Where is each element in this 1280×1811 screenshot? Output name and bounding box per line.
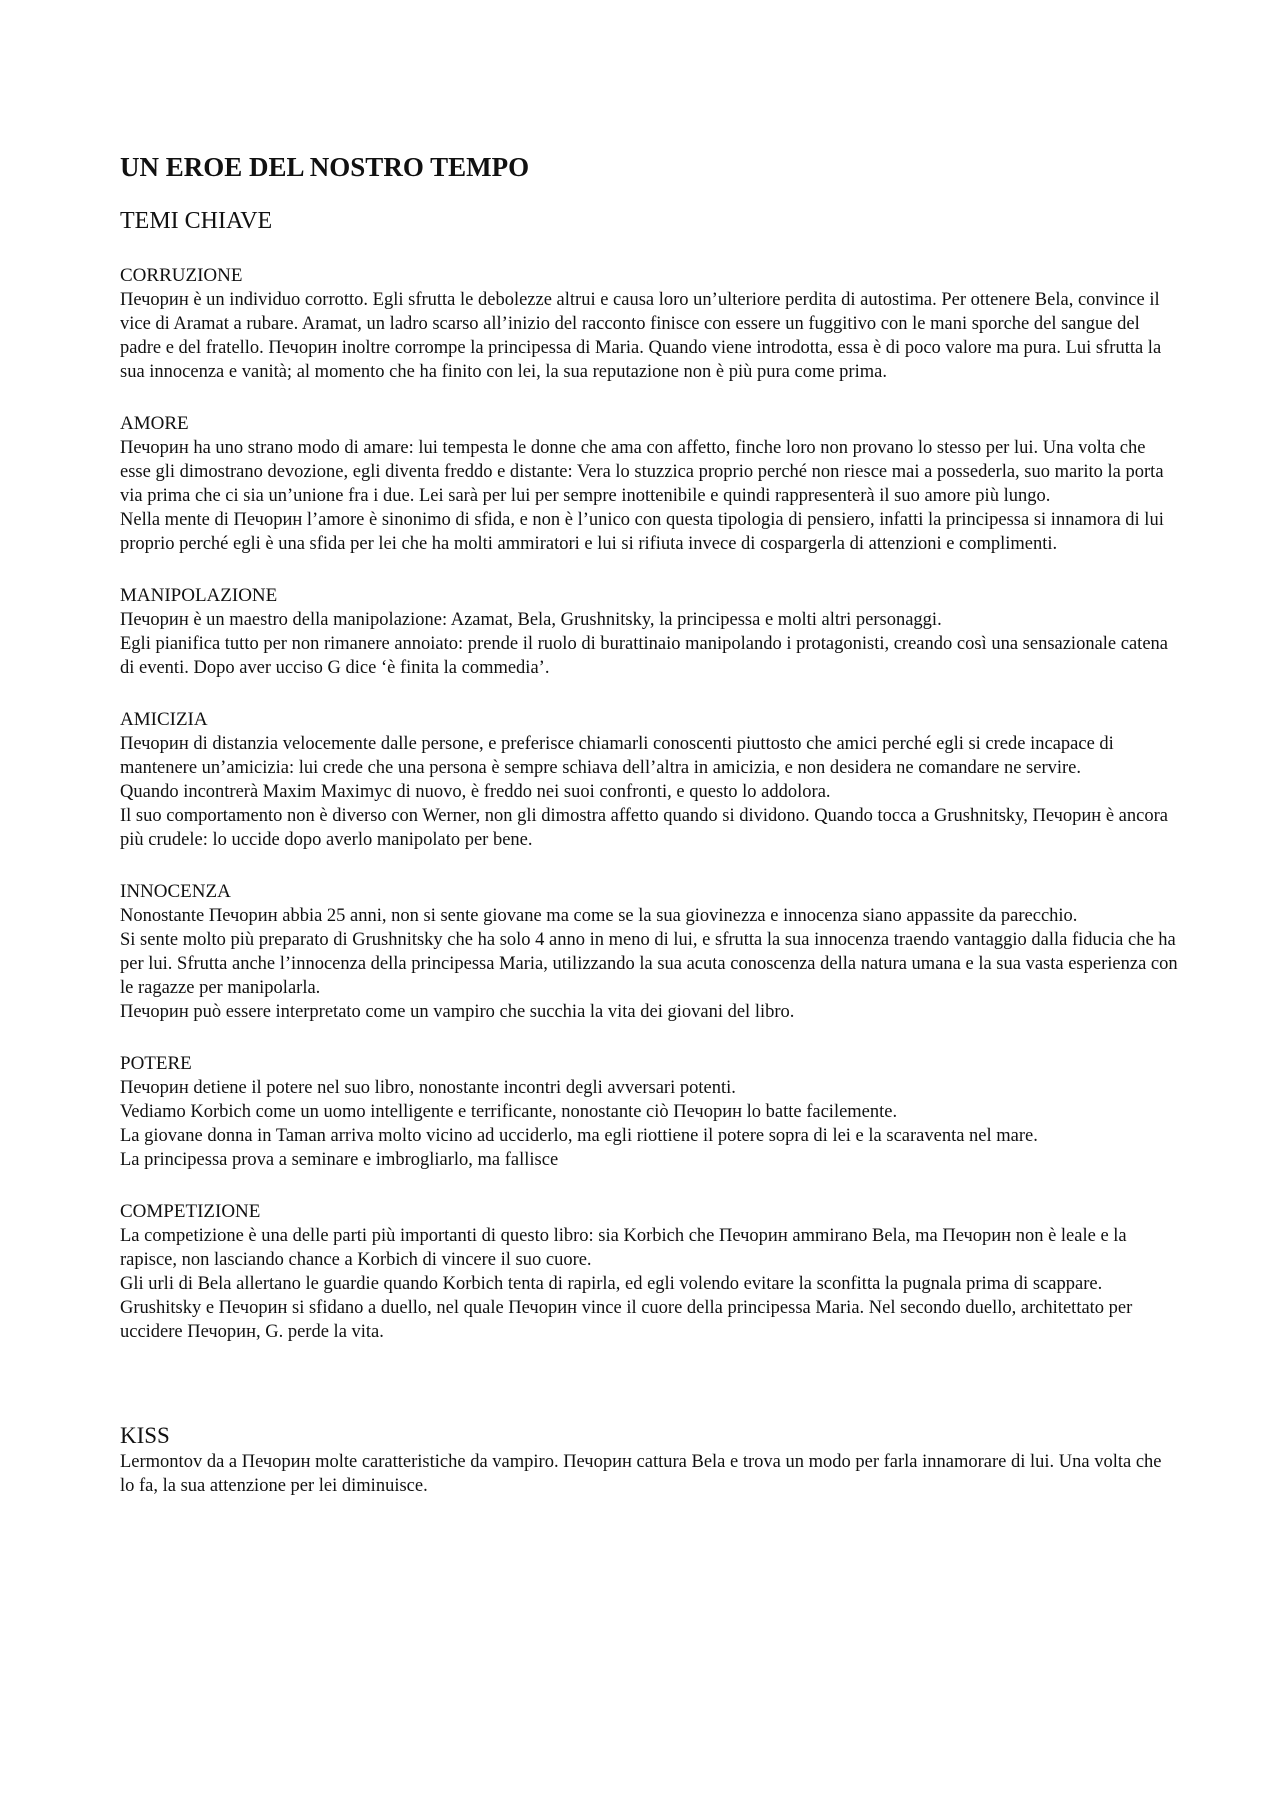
section-heading: COMPETIZIONE [120, 1201, 261, 1222]
document-title: UN EROE DEL NOSTRO TEMPO [120, 152, 530, 182]
section-body-kiss [120, 1450, 1180, 1498]
section-heading: INNOCENZA [120, 881, 231, 902]
section-potere [120, 1052, 1180, 1172]
document-page [120, 150, 1180, 1498]
section-manipolazione [120, 584, 1180, 680]
section-heading: CORRUZIONE [120, 265, 243, 286]
paragraph: Si sente molto più preparato di Grushnitsky che ha solo 4 anno in meno di lui, e sfrutta la sua innocenza traendo vantaggio dalla fiducia che ha per lui. Sfrutta anche l’innocenza della principessa Maria, utilizzando la sua acuta conoscenza della natura umana e la sua vasta esperienza con le ragazze per manipolarla. [120, 930, 1178, 998]
paragraph: La giovane donna in Taman arriva molto vicino ad ucciderlo, ma egli riottiene il potere sopra di lei e la scaraventa nel mare. [120, 1126, 1038, 1146]
section-body [120, 904, 1180, 1024]
section-body [120, 1224, 1180, 1344]
section-kiss [120, 1422, 1180, 1498]
paragraph: Quando incontrerà Maxim Maximyc di nuovo, è freddo nei suoi confronti, e questo lo addolora. [120, 782, 831, 802]
section-corruzione [120, 264, 1180, 384]
section-innocenza [120, 880, 1180, 1024]
sections-container [120, 264, 1180, 1344]
paragraph: Печорин può essere interpretato come un vampiro che succhia la vita dei giovani del libro. [120, 1002, 795, 1022]
section-competizione [120, 1200, 1180, 1344]
paragraph: Печорин ha uno strano modo di amare: lui tempesta le donne che ama con affetto, finche loro non provano lo stesso per lui. Una volta che esse gli dimostrano devozione, egli diventa freddo e distante: Vera lo stuzzica proprio perché non riesce mai a possederla, suo marito la porta via prima che ci sia un’unione fra i due. Lei sarà per lui per sempre inottenibile e quindi rappresenterà il suo amore più lungo. [120, 438, 1164, 506]
section-heading: POTERE [120, 1053, 192, 1074]
section-body [120, 436, 1180, 556]
paragraph: Vediamo Korbich come un uomo intelligente e terrificante, nonostante ciò Печорин lo batte facilemente. [120, 1102, 898, 1122]
section-heading: AMORE [120, 413, 189, 434]
paragraph: La principessa prova a seminare e imbrogliarlo, ma fallisce [120, 1150, 559, 1170]
section-body [120, 288, 1180, 384]
paragraph: Egli pianifica tutto per non rimanere annoiato: prende il ruolo di burattinaio manipolando i protagonisti, creando così una sensazionale catena di eventi. Dopo aver ucciso G dice ‘è finita la commedia’. [120, 634, 1168, 678]
section-body [120, 732, 1180, 852]
section-amicizia [120, 708, 1180, 852]
section-heading: AMICIZIA [120, 709, 208, 730]
paragraph: Печорин è un maestro della manipolazione: Azamat, Bela, Grushnitsky, la principessa e molti altri personaggi. [120, 610, 942, 630]
section-body [120, 1076, 1180, 1172]
paragraph: Nonostante Печорин abbia 25 anni, non si sente giovane ma come se la sua giovinezza e innocenza siano appassite da parecchio. [120, 906, 1078, 926]
paragraph: Lermontov da a Печорин molte caratteristiche da vampiro. Печорин cattura Bela e trova un modo per farla innamorare di lui. Una volta che lo fa, la sua attenzione per lei diminuisce. [120, 1452, 1162, 1496]
paragraph: Nella mente di Печорин l’amore è sinonimo di sfida, e non è l’unico con questa tipologia di pensiero, infatti la principessa si innamora di lui proprio perché egli è una sfida per lei che ha molti ammiratori e lui si rifiuta invece di cospargerla di attenzioni e complimenti. [120, 510, 1164, 554]
section-amore [120, 412, 1180, 556]
paragraph: Печорин di distanzia velocemente dalle persone, e preferisce chiamarli conoscenti piuttosto che amici perché egli si crede incapace di mantenere un’amicizia: lui crede che una persona è sempre schiava dell’altra in amicizia, e non desidera ne comandare ne servire. [120, 734, 1114, 778]
paragraph: Печорин è un individuo corrotto. Egli sfrutta le debolezze altrui e causa loro un’ulteriore perdita di autostima. Per ottenere Bela, convince il vice di Aramat a rubare. Aramat, un ladro scarso all’inizio del racconto finisce con essere un fuggitivo con le mani sporche del sangue del padre e del fratello. Печорин inoltre corrompe la principessa di Maria. Quando viene introdotta, essa è di poco valore ma pura. Lui sfrutta la sua innocenza e vanità; al momento che ha finito con lei, la sua reputazione non è più pura come prima. [120, 290, 1162, 382]
section-heading: MANIPOLAZIONE [120, 585, 278, 606]
paragraph: Grushitsky e Печорин si sfidano a duello, nel quale Печорин vince il cuore della principessa Maria. Nel secondo duello, architettato per uccidere Печорин, G. perde la vita. [120, 1298, 1133, 1342]
paragraph: Il suo comportamento non è diverso con Werner, non gli dimostra affetto quando si dividono. Quando tocca a Grushnitsky, Печорин è ancora più crudele: lo uccide dopo averlo manipolato per bene. [120, 806, 1168, 850]
section-heading-kiss: KISS [120, 1423, 170, 1448]
paragraph: Gli urli di Bela allertano le guardie quando Korbich tenta di rapirla, ed egli volendo evitare la sconfitta la pugnala prima di scappare. [120, 1274, 1103, 1294]
paragraph: La competizione è una delle parti più importanti di questo libro: sia Korbich che Печорин ammirano Bela, ma Печорин non è leale e la rapisce, non lasciando chance a Korbich di vincere il suo cuore. [120, 1226, 1127, 1270]
paragraph: Печорин detiene il potere nel suo libro, nonostante incontri degli avversari potenti. [120, 1078, 736, 1098]
section-body [120, 608, 1180, 680]
document-subtitle: TEMI CHIAVE [120, 208, 273, 234]
